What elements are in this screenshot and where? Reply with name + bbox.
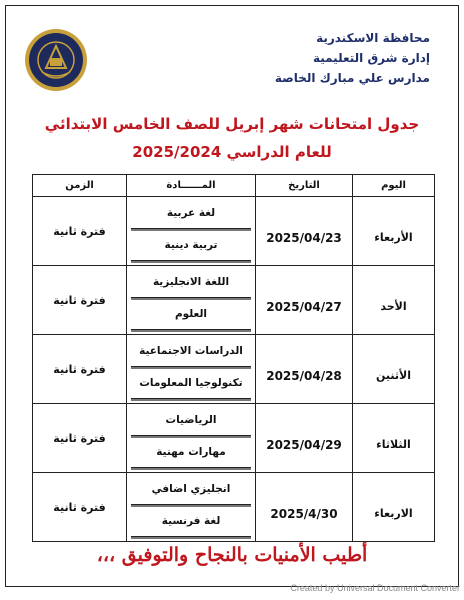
- header-time: الزمن: [33, 175, 127, 197]
- row-subjects: [127, 335, 256, 404]
- governorate-name: محافظة الاسكندرية: [316, 31, 430, 45]
- row-time: فترة ثانية: [33, 266, 127, 335]
- academic-year-title: للعام الدراسي 2025/2024: [132, 143, 332, 161]
- subject-item: الدراسات الاجتماعية: [131, 339, 251, 367]
- row-date: 2025/04/23: [256, 197, 353, 266]
- row-time: فترة ثانية: [33, 473, 127, 542]
- row-time: فترة ثانية: [33, 335, 127, 404]
- subject-item: لغة عربية: [131, 201, 251, 229]
- row-day: الثلاثاء: [353, 404, 435, 473]
- subject-item: تكنولوجيا المعلومات: [131, 371, 251, 399]
- table-row: [33, 266, 435, 335]
- table-header-row: [33, 175, 435, 197]
- administration-name: إدارة شرق التعليمية: [312, 51, 430, 65]
- row-day: الاربعاء: [353, 473, 435, 542]
- footer-wishes: أطيب الأمنيات بالنجاح والتوفيق ،،،: [96, 544, 368, 566]
- subject-item: انجليزي اضافي: [131, 477, 251, 505]
- exam-schedule-table: [32, 174, 435, 542]
- subject-item: تربية دينية: [131, 233, 251, 261]
- subject-item: العلوم: [131, 302, 251, 330]
- row-day: الأثنين: [353, 335, 435, 404]
- row-day: الأحد: [353, 266, 435, 335]
- header-day: اليوم: [353, 175, 435, 197]
- table-row: [33, 404, 435, 473]
- header-subject: المــــــادة: [127, 175, 256, 197]
- school-name: مدارس علي مبارك الخاصة: [274, 71, 430, 85]
- row-time: فترة ثانية: [33, 197, 127, 266]
- row-date: 2025/04/27: [256, 266, 353, 335]
- converter-watermark: Created by Universal Document Converter: [290, 583, 460, 593]
- school-logo-icon: [24, 28, 88, 92]
- row-day: الأربعاء: [353, 197, 435, 266]
- row-subjects: [127, 197, 256, 266]
- row-date: 2025/04/29: [256, 404, 353, 473]
- row-date: 2025/4/30: [256, 473, 353, 542]
- subject-item: اللغة الانجليزية: [131, 270, 251, 298]
- table-row: [33, 197, 435, 266]
- table-row: [33, 335, 435, 404]
- schedule-title: جدول امتحانات شهر إبريل للصف الخامس الابتدائي: [44, 115, 420, 133]
- header-block: [275, 28, 430, 88]
- row-subjects: [127, 266, 256, 335]
- row-date: 2025/04/28: [256, 335, 353, 404]
- subject-item: مهارات مهنية: [131, 440, 251, 468]
- subject-item: لغة فرنسية: [131, 509, 251, 537]
- subject-item: الرياضيات: [131, 408, 251, 436]
- row-time: فترة ثانية: [33, 404, 127, 473]
- header-date: التاريخ: [256, 175, 353, 197]
- table-row: [33, 473, 435, 542]
- row-subjects: [127, 473, 256, 542]
- row-subjects: [127, 404, 256, 473]
